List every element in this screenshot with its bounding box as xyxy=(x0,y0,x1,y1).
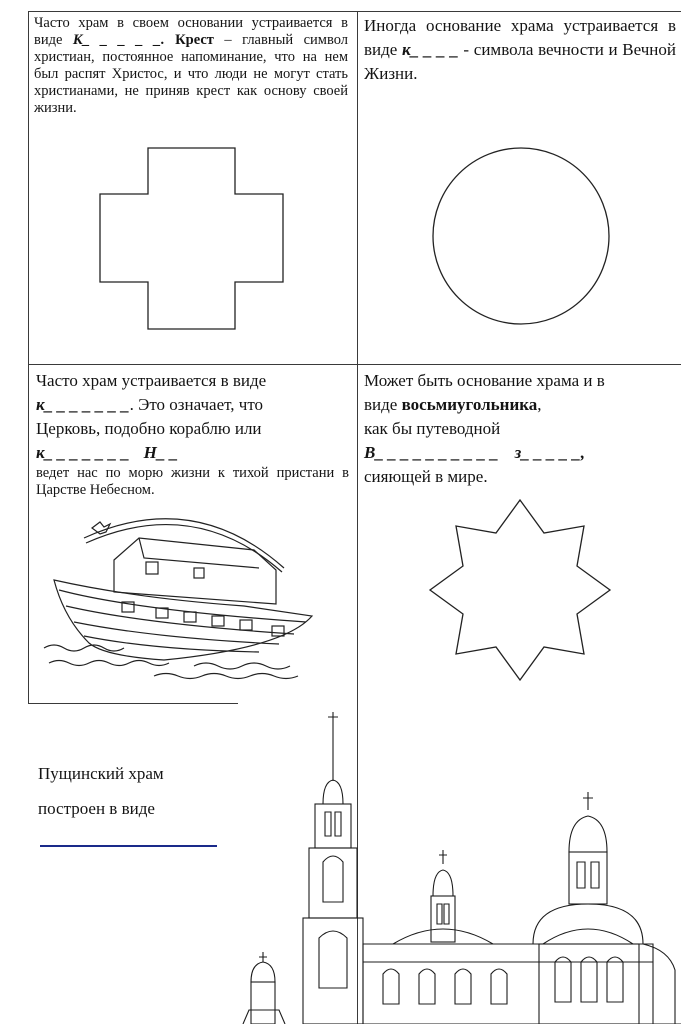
ship-description: ведет нас по морю жизни к тихой пристани в Царстве Небесном. xyxy=(36,465,349,498)
cross-blank: К_ _ _ _ _. xyxy=(72,32,165,48)
grid-left-line xyxy=(28,11,29,704)
ship-line-2-end: . Это означает, что xyxy=(129,395,264,414)
ship-line-2 xyxy=(36,393,351,417)
octagon-cell-text xyxy=(364,369,678,489)
octagon-line-5: сияющей в мире. xyxy=(364,467,488,486)
octagon-line-2-start: виде xyxy=(364,395,402,414)
ship-line-4 xyxy=(36,441,351,465)
bottom-line-1: Пущинский храм xyxy=(38,764,164,783)
cross-intro: Часто храм в своем основании устраивается в виде xyxy=(34,15,348,48)
cross-description: – главный символ христиан, постоянное напоминание, что на нем был распят Христос, и что люди не могут стать христианами, не приняв крест как основу своей жизни. xyxy=(34,32,349,116)
circle-cell-text xyxy=(364,14,676,86)
octagon-line-2 xyxy=(364,393,678,417)
octagon-line-4 xyxy=(364,441,678,465)
octagon-blank-2: з_ _ _ _ _, xyxy=(514,443,585,462)
octagon-term: восьмиугольника xyxy=(401,395,538,414)
circle-intro-end: - символа вечности и Вечной Жизни. xyxy=(364,40,676,83)
greek-cross-icon xyxy=(100,148,285,330)
grid-middle-line xyxy=(28,364,681,365)
circle-blank: к_ _ _ _ xyxy=(402,40,459,59)
circle-intro: Иногда основание храма устраивается в виде xyxy=(364,16,676,59)
octagon-line-1: Может быть основание храма и в xyxy=(364,371,605,390)
ship-line-1: Часто храм устраивается в виде xyxy=(36,371,267,390)
ship-blank-2b: Н_ _ xyxy=(143,443,179,462)
church-drawing-icon xyxy=(243,712,681,1024)
octagon-line-2-end: , xyxy=(537,395,542,414)
octagon-blank-1: В_ _ _ _ _ _ _ _ _ _ xyxy=(364,443,499,462)
ship-line-3: Церковь, подобно кораблю или xyxy=(36,419,262,438)
ship-blank-2a: к_ _ _ _ _ _ _ xyxy=(36,443,130,462)
octagon-line-3: как бы путеводной xyxy=(364,419,501,438)
eight-pointed-star-icon xyxy=(430,500,610,680)
bottom-line-2: построен в виде xyxy=(38,799,155,818)
noahs-ark-icon xyxy=(44,498,319,678)
ship-cell-text xyxy=(36,369,351,465)
ship-blank-1: к_ _ _ _ _ _ _ xyxy=(36,395,130,414)
answer-underline xyxy=(40,845,217,847)
circle-icon xyxy=(432,147,612,327)
cross-term: Крест xyxy=(175,32,214,48)
grid-lower-line xyxy=(28,703,238,704)
cross-cell-text xyxy=(34,15,348,117)
grid-top-line xyxy=(28,11,681,12)
